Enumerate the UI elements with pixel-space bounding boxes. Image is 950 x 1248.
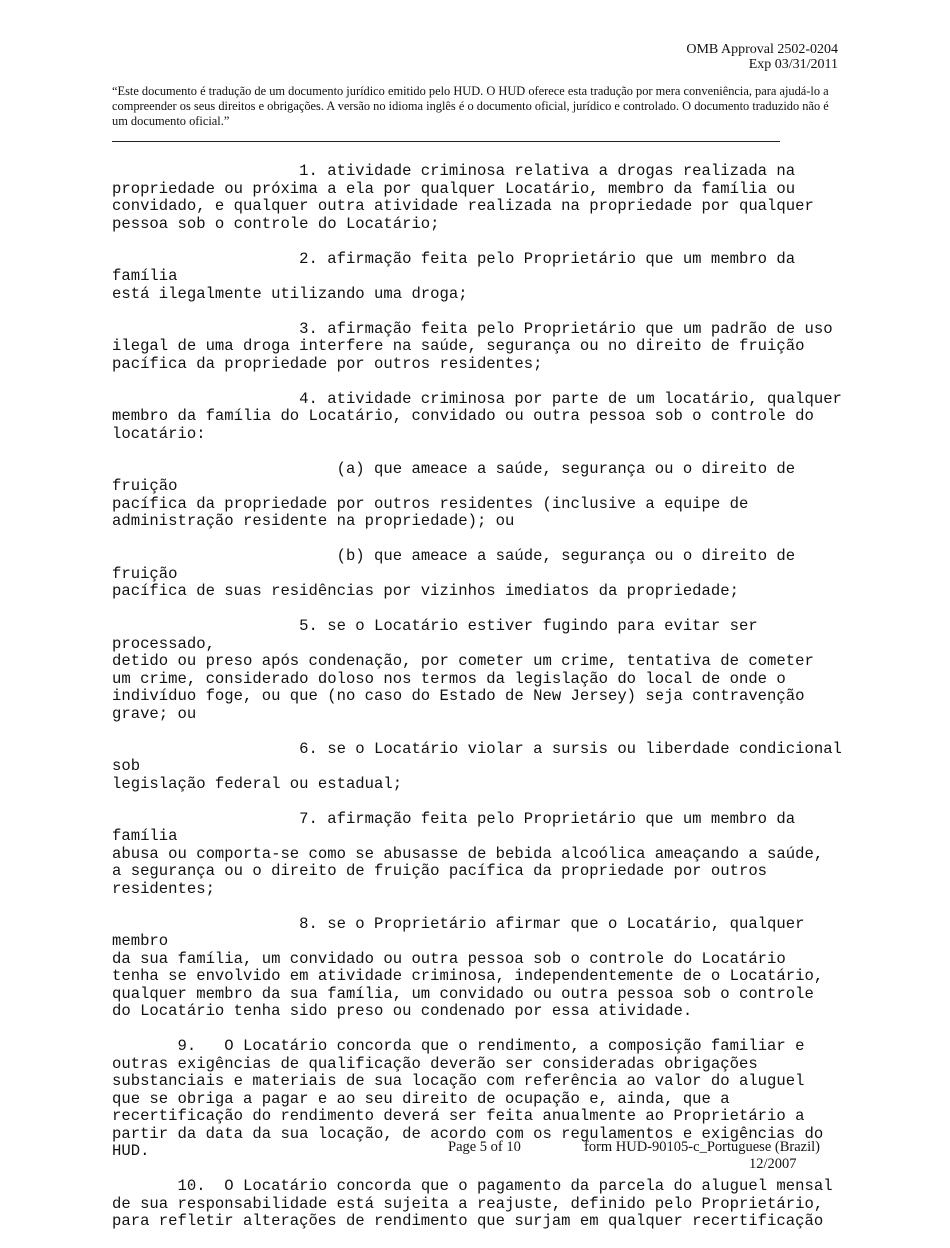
omb-approval-block: [686, 42, 838, 72]
document-body: [112, 163, 842, 1248]
item-5: 5. se o Locatário estiver fugindo para evitar ser processado, detido ou preso após condenação, por cometer um crime, tentativa de cometer um crime, considerado doloso nos termos da legislação do local de onde o indivíduo foge, ou que (no caso do Estado de New Jersey) seja contravenção grave; ou: [112, 617, 814, 723]
translation-notice: “Este documento é tradução de um documento jurídico emitido pelo HUD. O HUD oferece esta tradução por mera conveniência, para ajudá-lo a compreender os seus direitos e obrigações. A versão no idioma inglês é o documento oficial, jurídico e controlado. O documento traduzido não é um documento oficial.”: [112, 84, 829, 128]
item-1: 1. atividade criminosa relativa a drogas realizada na propriedade ou próxima a ela por qualquer Locatário, membro da família ou convidado, e qualquer outra atividade realizada na propriedade por qualquer pessoa sob o controle do Locatário;: [112, 162, 814, 233]
omb-approval-number: OMB Approval 2502-0204: [686, 42, 838, 57]
form-identifier: [584, 1139, 837, 1173]
clause-10: 10. O Locatário concorda que o pagamento da parcela do aluguel mensal de sua responsabilidade está sujeita a reajuste, definido pelo Proprietário, para refletir alterações de rendimento que surjam em qualquer recertificação: [112, 1177, 833, 1230]
item-4b: (b) que ameace a saúde, segurança ou o direito de fruição pacífica de suas residências por vizinhos imediatos da propriedade;: [112, 547, 796, 600]
page-number: Page 5 of 10: [448, 1139, 521, 1155]
item-7: 7. afirmação feita pelo Proprietário que um membro da família abusa ou comporta-se como se abusasse de bebida alcoólica ameaçando a saúde, a segurança ou o direito de fruição pacífica da propriedade por outros residentes;: [112, 809, 824, 898]
item-3: 3. afirmação feita pelo Proprietário que um padrão de uso ilegal de uma droga interfere na saúde, segurança ou no direito de fruição pacífica da propriedade por outros residentes;: [112, 319, 833, 373]
form-name: form HUD-90105-c_Portuguese (Brazil): [584, 1139, 820, 1155]
item-4a: (a) que ameace a saúde, segurança ou o direito de fruição pacífica da propriedade por outros residentes (inclusive a equipe de administração residente na propriedade); ou: [112, 459, 796, 530]
item-2: 2. afirmação feita pelo Proprietário que um membro da família está ilegalmente utilizando uma droga;: [112, 249, 796, 303]
item-6: 6. se o Locatário violar a sursis ou liberdade condicional sob legislação federal ou estadual;: [112, 739, 842, 793]
form-date: 12/2007: [749, 1156, 797, 1172]
item-8: 8. se o Proprietário afirmar que o Locatário, qualquer membro da sua família, um convidado ou outra pessoa sob o controle do Locatário tenha se envolvido em atividade criminosa, independentemente de o Locatário, qualquer membro da sua família, um convidado ou outra pessoa sob o controle do Locatário tenha sido preso ou condenado por essa atividade.: [112, 914, 824, 1020]
omb-expiration: Exp 03/31/2011: [748, 57, 838, 72]
item-4: 4. atividade criminosa por parte de um locatário, qualquer membro da família do Locatário, convidado ou outra pessoa sob o controle do locatário:: [112, 389, 842, 443]
clause-9: 9. O Locatário concorda que o rendimento, a composição familiar e outras exigências de qualificação deverão ser consideradas obrigações substanciais e materiais de sua locação com referência ao valor do aluguel que se obriga a pagar e ao seu direito de ocupação e, ainda, que a recertificação do rendimento deverá ser feita anualmente ao Proprietário a partir da data da sua locação, de acordo com os regulamentos e exigências do HUD.: [112, 1037, 824, 1160]
header-divider: [112, 141, 780, 142]
